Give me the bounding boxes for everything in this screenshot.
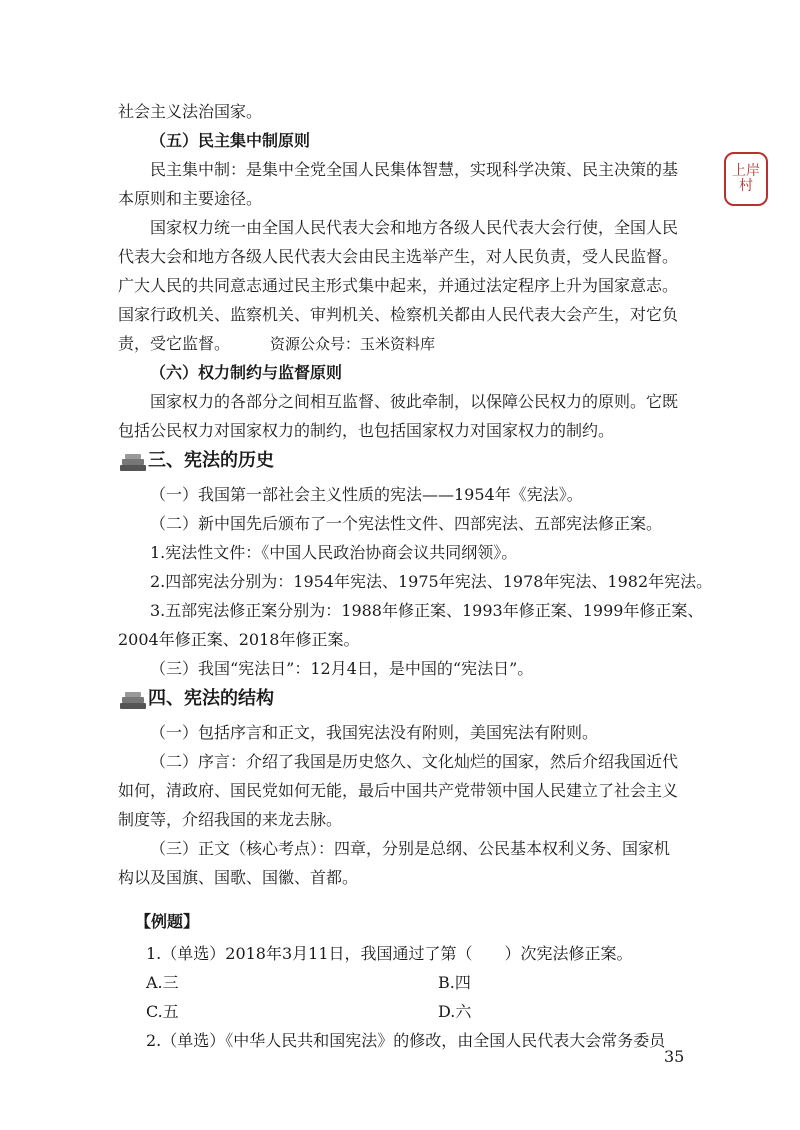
body-text-line: 国家行政机关、监察机关、审判机关、检察机关都由人民代表大会产生，对它负 bbox=[118, 305, 679, 324]
section-heading-structure: 四、宪法的结构 bbox=[148, 688, 274, 709]
option-d: D.六 bbox=[438, 1002, 472, 1021]
body-text-line: 1.宪法性文件：《中国人民政治协商会议共同纲领》。 bbox=[150, 543, 518, 562]
section-heading-history: 三、宪法的历史 bbox=[148, 450, 274, 471]
body-text-line: 制度等，介绍我国的来龙去脉。 bbox=[118, 810, 343, 829]
body-text-line: 3.五部宪法修正案分别为：1988年修正案、1993年修正案、1999年修正案、 bbox=[150, 601, 704, 620]
option-a: A.三 bbox=[146, 973, 179, 992]
watermark-text: 资源公众号：玉米资料库 bbox=[270, 335, 436, 353]
body-text-line: 2004年修正案、2018年修正案。 bbox=[118, 630, 360, 649]
option-c: C.五 bbox=[146, 1002, 179, 1021]
body-text-line: （二）新中国先后颁布了一个宪法性文件、四部宪法、五部宪法修正案。 bbox=[150, 514, 663, 533]
body-text-line: 包括公民权力对国家权力的制约，也包括国家权力对国家权力的制约。 bbox=[118, 421, 615, 440]
body-text-line: （一）包括序言和正文，我国宪法没有附则，美国宪法有附则。 bbox=[150, 723, 599, 742]
body-text-line: 构以及国旗、国歌、国徽、首都。 bbox=[118, 868, 359, 887]
body-text-line: 2.四部宪法分别为：1954年宪法、1975年宪法、1978年宪法、1982年宪法。 bbox=[150, 572, 713, 591]
body-text-line: 责，受它监督。 bbox=[118, 334, 231, 353]
body-text-line: 国家权力的各部分之间相互监督、彼此牵制，以保障公民权力的原则。它既 bbox=[150, 392, 679, 411]
question-text: 2.（单选）《中华人民共和国宪法》的修改，由全国人民代表大会常务委员 bbox=[146, 1031, 666, 1050]
body-text-line: 代表大会和地方各级人民代表大会由民主选举产生，对人民负责，受人民监督。 bbox=[118, 247, 679, 266]
body-text-line: （三）正文（核心考点）：四章，分别是总纲、公民基本权利义务、国家机 bbox=[150, 839, 671, 858]
subheading-six: （六）权力制约与监督原则 bbox=[150, 363, 343, 382]
body-text-line: 民主集中制：是集中全党全国人民集体智慧，实现科学决策、民主决策的基 bbox=[150, 160, 679, 179]
page-number: 35 bbox=[664, 1047, 685, 1066]
book-stack-icon bbox=[116, 452, 150, 474]
body-text-line: 社会主义法治国家。 bbox=[118, 102, 263, 121]
seal-text-top: 上岸 bbox=[732, 163, 760, 179]
body-text-line: （三）我国“宪法日”：12月4日，是中国的“宪法日”。 bbox=[150, 659, 534, 678]
body-text-line: 如何，清政府、国民党如何无能，最后中国共产党带领中国人民建立了社会主义 bbox=[118, 781, 679, 800]
body-text-line: 国家权力统一由全国人民代表大会和地方各级人民代表大会行使，全国人民 bbox=[150, 218, 679, 237]
seal-text-bottom: 村 bbox=[739, 178, 753, 194]
question-text: 1.（单选）2018年3月11日，我国通过了第（ ）次宪法修正案。 bbox=[146, 944, 633, 963]
example-heading: 【例题】 bbox=[135, 912, 200, 931]
body-text-line: （一）我国第一部社会主义性质的宪法——1954年《宪法》。 bbox=[150, 485, 583, 504]
subheading-five: （五）民主集中制原则 bbox=[150, 131, 311, 150]
body-text-line: （二）序言：介绍了我国是历史悠久、文化灿烂的国家，然后介绍我国近代 bbox=[150, 752, 679, 771]
book-stack-icon bbox=[116, 690, 150, 712]
seal-logo bbox=[724, 152, 768, 206]
body-text-line: 广大人民的共同意志通过民主形式集中起来，并通过法定程序上升为国家意志。 bbox=[118, 276, 679, 295]
option-b: B.四 bbox=[438, 973, 471, 992]
body-text-line: 本原则和主要途径。 bbox=[118, 189, 263, 208]
